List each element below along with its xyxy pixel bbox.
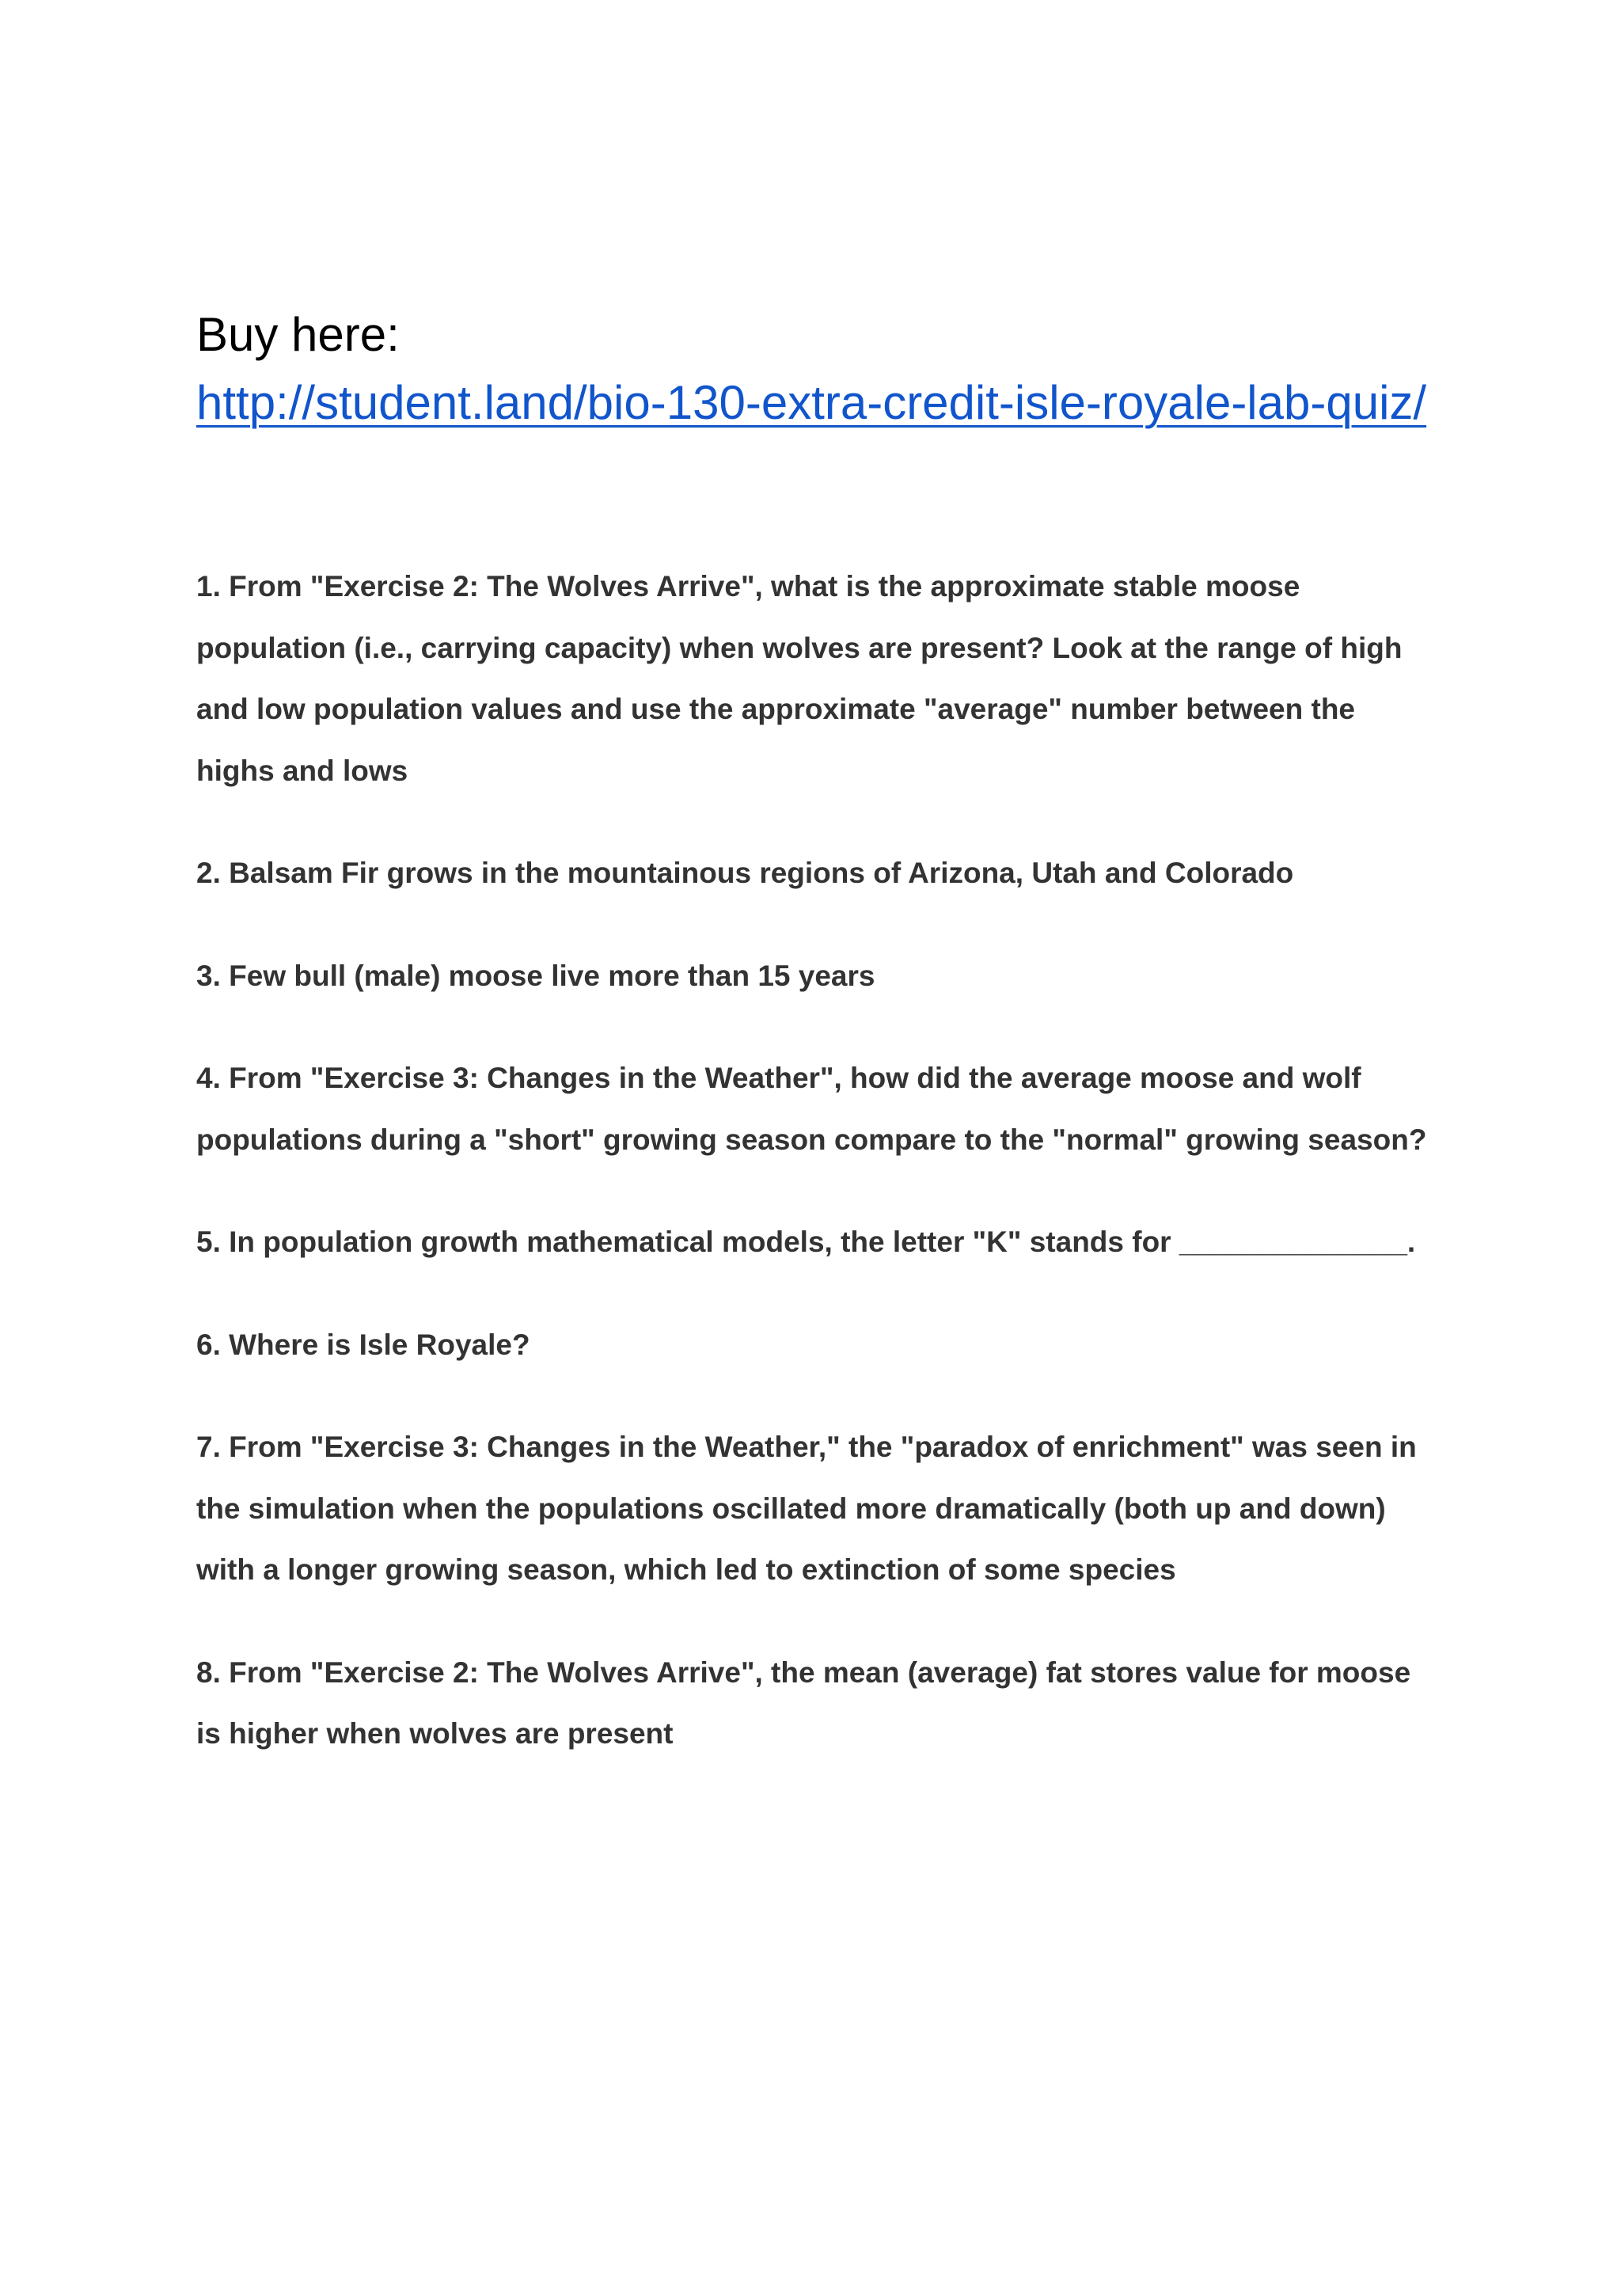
question-6: 6. Where is Isle Royale?	[196, 1328, 530, 1361]
question-4: 4. From "Exercise 3: Changes in the Weather", how did the average moose and wolf populations during a "short" growing season compare to the "normal" growing season?	[196, 1062, 1427, 1156]
document-content	[196, 301, 1431, 1806]
purchase-link[interactable]: http://student.land/bio-130-extra-credit-isle-royale-lab-quiz/	[196, 376, 1427, 429]
question-1: 1. From "Exercise 2: The Wolves Arrive", what is the approximate stable moose population (i.e., carrying capacity) when wolves are present? Look at the range of high and low population values and use the approximate "average" number between the highs and lows	[196, 570, 1403, 787]
question-list	[196, 556, 1431, 1765]
question-5: 5. In population growth mathematical models, the letter "K" stands for ______________.	[196, 1226, 1416, 1258]
question-8: 8. From "Exercise 2: The Wolves Arrive", the mean (average) fat stores value for moose is higher when wolves are present	[196, 1655, 1411, 1750]
buy-here-label: Buy here:	[196, 308, 400, 361]
question-2: 2. Balsam Fir grows in the mountainous regions of Arizona, Utah and Colorado	[196, 857, 1294, 889]
question-7: 7. From "Exercise 3: Changes in the Weather," the "paradox of enrichment" was seen in the simulation when the populations oscillated more dramatically (both up and down) with a longer growing season, which led to extinction of some species	[196, 1431, 1417, 1586]
question-3: 3. Few bull (male) moose live more than 15 years	[196, 959, 875, 992]
